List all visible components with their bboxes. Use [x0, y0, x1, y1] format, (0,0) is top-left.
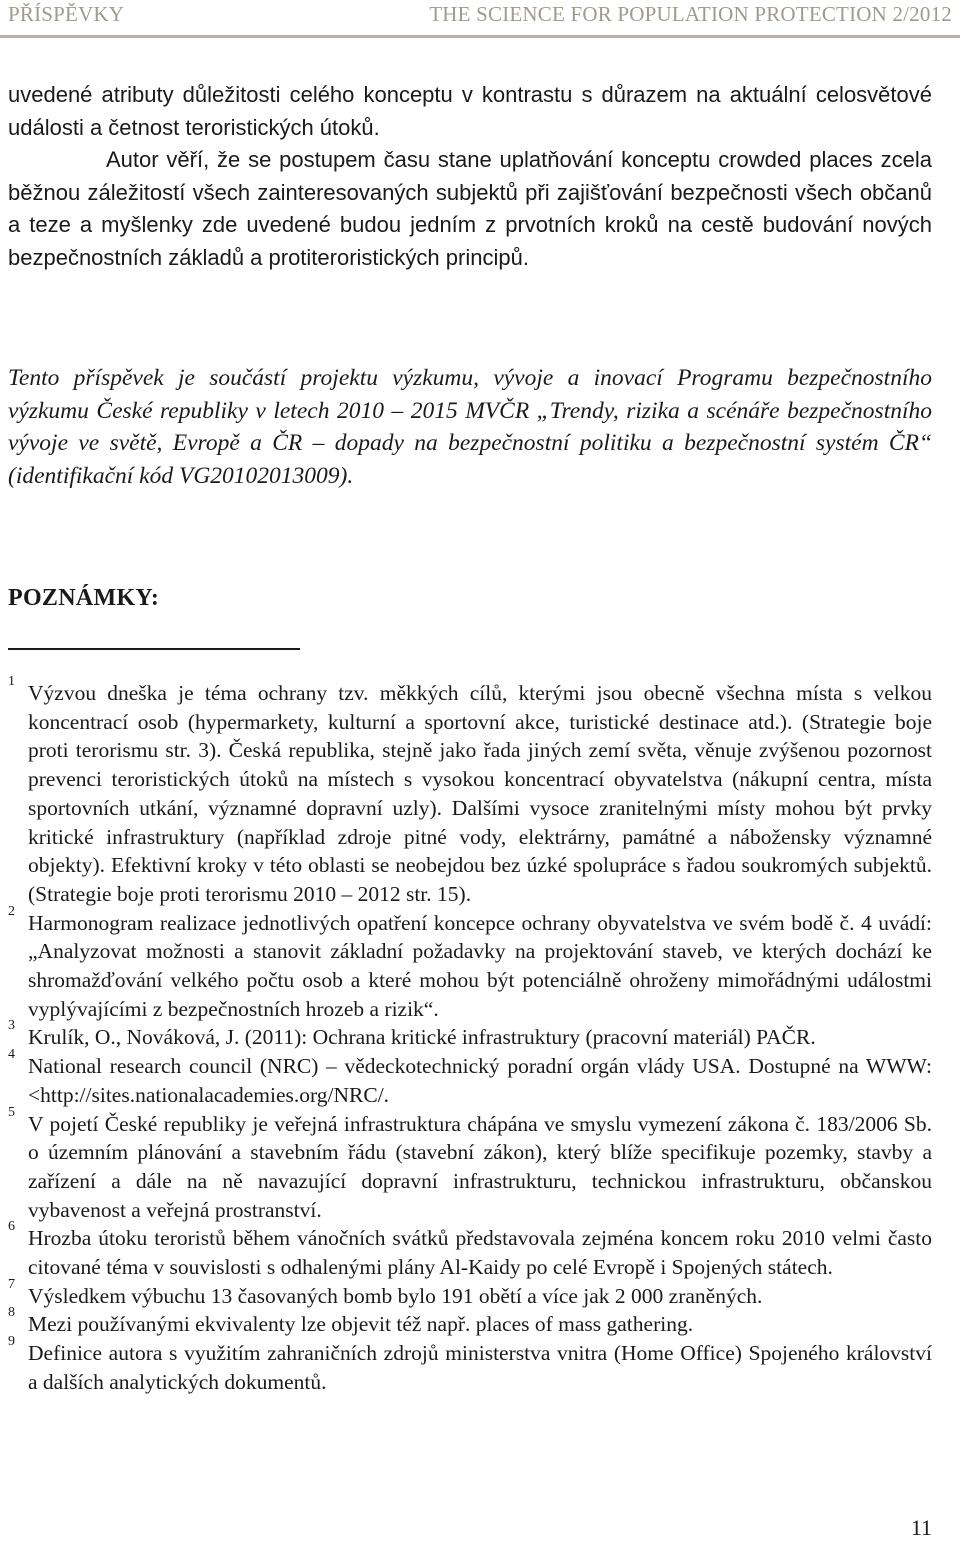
running-header: [8, 2, 952, 30]
footnote-text: Mezi používanými ekvivalenty lze objevit též např. places of mass gathering.: [28, 1312, 694, 1337]
body-paragraph-1: uvedené atributy důležitosti celého konceptu v kontrastu s důrazem na aktuální celosvětové události a četnost teroristických útoků.: [8, 82, 932, 140]
footnote-text: V pojetí České republiky je veřejná infrastruktura chápána ve smyslu vymezení zákona č. 183/2006 Sb. o územním plánování a stavebním řádu (stavební zákon), který blíže specifikuje pozemky, stavby a zařízení a dále na ně navazující dopravní infrastrukturu, technickou infrastrukturu, občanskou vybavenost a veřejná prostranství.: [28, 1111, 932, 1222]
footnote-text: Harmonogram realizace jednotlivých opatření koncepce ochrany obyvatelstva ve svém bodě č. 4 uvádí: „Analyzovat možnosti a stanovit základní požadavky na projektování staveb, ve kterých dochází ke shromažďování velkého počtu osob a které mohou být potenciálně ohroženy mimořádnými událostmi vyplývajícími z bezpečnostních hrozeb a rizik“.: [28, 910, 932, 1021]
header-rule: [0, 35, 960, 38]
body-paragraph-2: Autor věří, že se postupem času stane uplatňování konceptu crowded places zcela běžnou záležitostí všech zainteresovaných subjektů při zajišťování bezpečnosti všech občanů a teze a myšlenky zde uvedené budou jedním z prvotních kroků na cestě budování nových bezpečnostních základů a protiteroristických principů.: [8, 147, 932, 270]
footnote-6: [8, 1219, 932, 1281]
footnote-number: 4: [8, 1047, 15, 1063]
footnote-rule: [8, 648, 300, 650]
footnote-text: Hrozba útoku teroristů během vánočních svátků představovala zejména koncem roku 2010 velmi často citované téma v souvislosti s odhalenými plány Al-Kaidy po celé Evropě i Spojených státech.: [28, 1226, 932, 1280]
footnote-number: 7: [8, 1276, 15, 1292]
footnote-5: [8, 1104, 932, 1225]
footnote-number: 3: [8, 1018, 15, 1034]
footnote-text: National research council (NRC) – vědeckotechnický poradní orgán vlády USA. Dostupné na WWW: <http://sites.nationalacademies.org/NRC/.: [28, 1054, 932, 1107]
footnote-text: Výsledkem výbuchu 13 časovaných bomb bylo 191 obětí a více jak 2 000 zraněných.: [28, 1283, 763, 1308]
header-journal-title: THE SCIENCE FOR POPULATION PROTECTION 2/2012: [429, 2, 952, 26]
notes-heading: POZNÁMKY:: [8, 585, 160, 611]
footnote-2: [8, 903, 932, 1024]
footnote-3: [8, 1018, 932, 1052]
footnote-text: Výzvou dneška je téma ochrany tzv. měkkých cílů, kterými jsou obecně všechna místa s velkou koncentrací osob (hypermarkety, kulturní a sportovní akce, turistické destinace atd.). (Strategie boje proti terorismu str. 3). Česká republika, stejně jako řada jiných zemí světa, věnuje zvýšenou pozornost prevenci teroristických útoků na místech s vysokou koncentrací obyvatelstva (nákupní centra, místa sportovních utkání, významné dopravní uzly). Dalšími vysoce zranitelnými místy mohou být prvky kritické infrastruktury (například zdroje pitné vody, elektrárny, památné a nábožensky významné objekty). Efektivní kroky v této oblasti se neobejdou bez úzké spolupráce s řadou soukromých subjektů. (Strategie boje proti terorismu 2010 – 2012 str. 15).: [28, 681, 932, 906]
header-section: PŘÍSPĚVKY: [8, 2, 125, 26]
footnote-text: Definice autora s využitím zahraničních zdrojů ministerstva vnitra (Home Office) Spojeného království a dalších analytických dokumentů.: [28, 1341, 932, 1394]
footnote-4: [8, 1047, 932, 1109]
footnote-list: [8, 674, 932, 1397]
footnote-1: [8, 674, 932, 909]
footnote-8: [8, 1305, 932, 1339]
footnote-number: 2: [8, 903, 15, 919]
footnote-7: [8, 1276, 932, 1311]
footnote-text: Krulík, O., Nováková, J. (2011): Ochrana kritické infrastruktury (pracovní materiál) PAČR.: [28, 1025, 816, 1050]
acknowledgement-paragraph: Tento příspěvek je součástí projektu výzkumu, vývoje a inovací Programu bezpečnostního výzkumu České republiky v letech 2010 – 2015 MVČR „Trendy, rizika a scénáře bezpečnostního vývoje ve světě, Evropě a ČR – dopady na bezpečnostní politiku a bezpečnostní systém ČR“ (identifikační kód VG20102013009).: [8, 365, 932, 489]
page-number: 11: [910, 1515, 932, 1540]
footnote-number: 5: [8, 1104, 15, 1120]
footnote-9: [8, 1334, 932, 1396]
footnote-number: 6: [8, 1219, 15, 1235]
footnote-number: 1: [8, 674, 15, 689]
footnote-number: 9: [8, 1334, 15, 1350]
footnote-number: 8: [8, 1305, 15, 1321]
